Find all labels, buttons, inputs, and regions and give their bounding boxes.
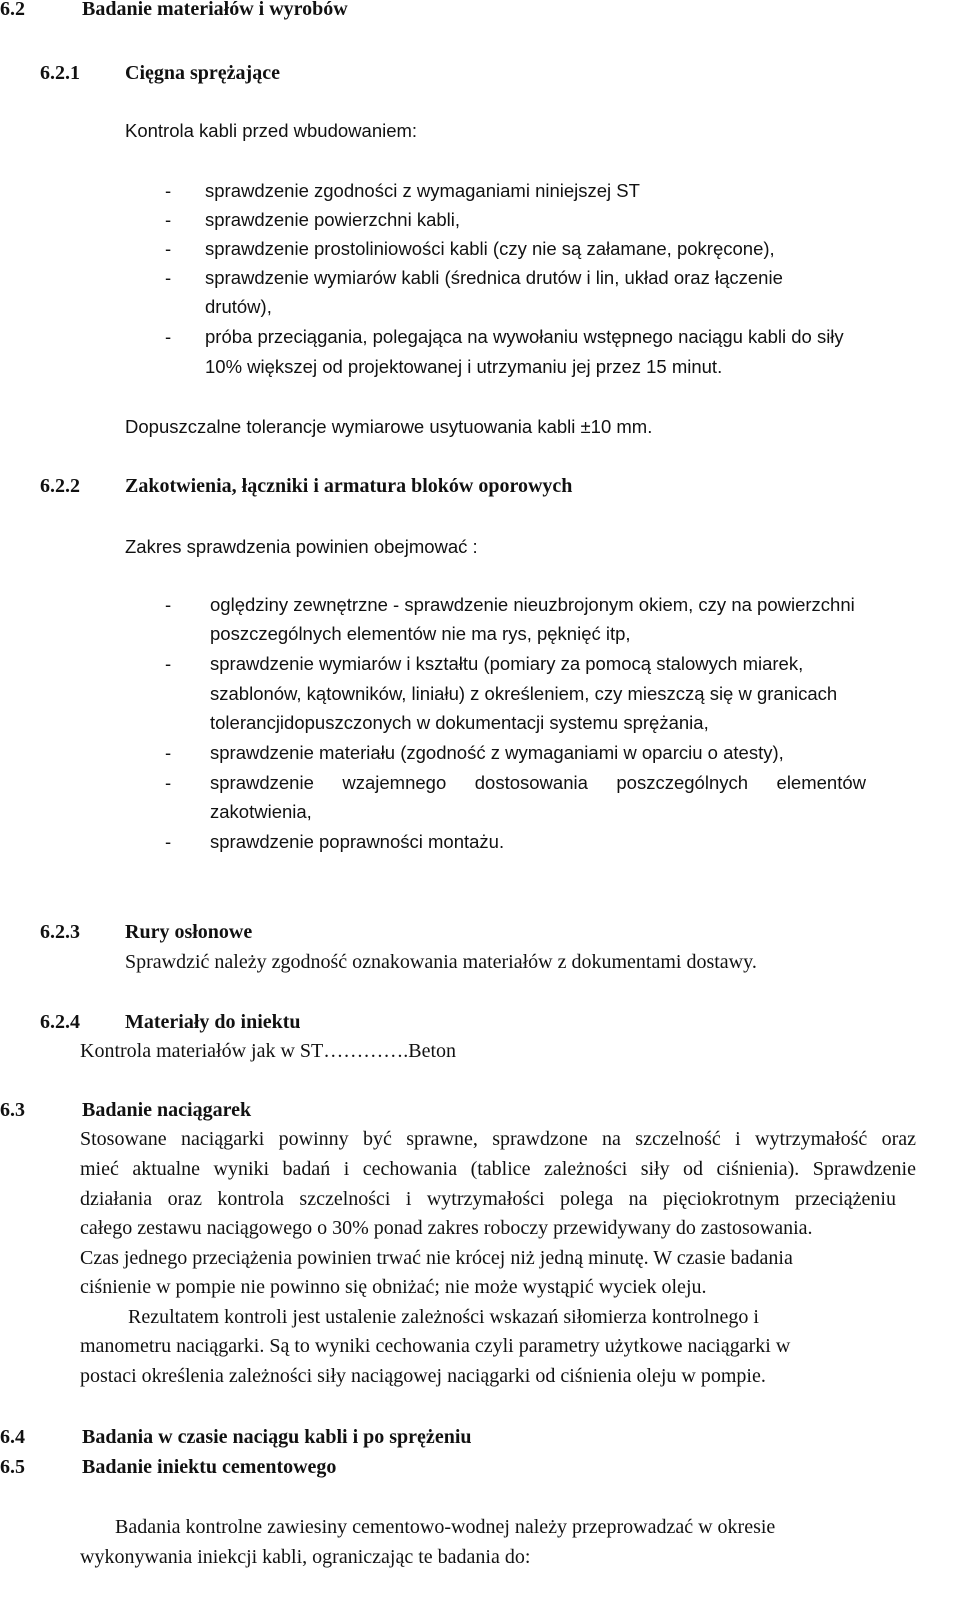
- paragraph-line: manometru naciągarki. Są to wyniki cechowania czyli parametry użytkowe naciągarki w: [80, 1335, 791, 1357]
- paragraph-line: Czas jednego przeciążenia powinien trwać nie krócej niż jedną minutę. W czasie badania: [80, 1247, 793, 1269]
- section-6-2-3-body: Sprawdzić należy zgodność oznakowania materiałów z dokumentami dostawy.: [125, 951, 757, 973]
- bullet: -: [165, 772, 172, 793]
- list-item: sprawdzenie wzajemnego dostosowania poszczególnych elementów: [210, 772, 866, 793]
- bullet: -: [165, 831, 172, 852]
- paragraph-line: mieć aktualne wyniki badań i cechowania (tablice zależności siły od ciśnienia). Sprawdzenie: [80, 1158, 916, 1180]
- list-item: sprawdzenie poprawności montażu.: [210, 831, 505, 852]
- list-item: sprawdzenie wymiarów kabli (średnica drutów i lin, układ oraz łączenie: [205, 267, 783, 288]
- list-item-continuation: poszczególnych elementów nie ma rys, pęknięć itp,: [210, 623, 631, 644]
- section-6-2-1-intro: Kontrola kabli przed wbudowaniem:: [125, 120, 418, 141]
- bullet: -: [165, 238, 172, 259]
- section-6-2-number: 6.2: [0, 0, 25, 20]
- section-6-2-4-title: Materiały do iniektu: [125, 1011, 301, 1033]
- bullet: -: [165, 180, 172, 201]
- list-item: próba przeciągania, polegająca na wywołaniu wstępnego naciągu kabli do siły: [205, 326, 844, 347]
- section-6-2-1-number: 6.2.1: [40, 62, 80, 84]
- list-item: sprawdzenie zgodności z wymaganiami niniejszej ST: [205, 180, 640, 201]
- bullet: -: [165, 742, 172, 763]
- section-6-2-2-intro: Zakres sprawdzenia powinien obejmować :: [125, 536, 478, 557]
- section-6-4-number: 6.4: [0, 1426, 25, 1448]
- list-item-continuation: szablonów, kątowników, liniału) z określeniem, czy mieszczą się w granicach: [210, 683, 838, 704]
- list-item-continuation: drutów),: [205, 296, 272, 317]
- section-6-2-3-title: Rury osłonowe: [125, 921, 253, 943]
- section-6-3-number: 6.3: [0, 1099, 25, 1121]
- paragraph-line: wykonywania iniekcji kabli, ograniczając te badania do:: [80, 1546, 531, 1568]
- list-item: sprawdzenie prostoliniowości kabli (czy nie są załamane, pokręcone),: [205, 238, 775, 259]
- paragraph-line: ciśnienie w pompie nie powinno się obniżać; nie może wystąpić wyciek oleju.: [80, 1276, 707, 1298]
- section-6-2-2-title: Zakotwienia, łączniki i armatura bloków oporowych: [125, 475, 573, 497]
- bullet: -: [165, 326, 172, 347]
- section-6-2-title: Badanie materiałów i wyrobów: [82, 0, 348, 20]
- section-6-5-number: 6.5: [0, 1456, 25, 1478]
- list-item: oględziny zewnętrzne - sprawdzenie nieuzbrojonym okiem, czy na powierzchni: [210, 594, 855, 615]
- section-6-5-title: Badanie iniektu cementowego: [82, 1456, 337, 1478]
- list-item: sprawdzenie materiału (zgodność z wymaganiami w oparciu o atesty),: [210, 742, 784, 763]
- list-item-continuation: 10% większej od projektowanej i utrzymaniu jej przez 15 minut.: [205, 356, 723, 377]
- list-item: sprawdzenie powierzchni kabli,: [205, 209, 461, 230]
- section-6-2-4-body: Kontrola materiałów jak w ST………….Beton: [80, 1040, 457, 1062]
- section-6-3-title: Badanie naciągarek: [82, 1099, 252, 1121]
- bullet: -: [165, 594, 172, 615]
- paragraph-line: Badania kontrolne zawiesiny cementowo-wodnej należy przeprowadzać w okresie: [115, 1516, 776, 1538]
- paragraph-line: całego zestawu naciągowego o 30% ponad zakres roboczy przewidywany do zastosowania.: [80, 1217, 813, 1239]
- paragraph-line: Rezultatem kontroli jest ustalenie zależności wskazań siłomierza kontrolnego i: [128, 1306, 759, 1328]
- section-6-4-title: Badania w czasie naciągu kabli i po sprężeniu: [82, 1426, 472, 1448]
- paragraph-line: Stosowane naciągarki powinny być sprawne, sprawdzone na szczelność i wytrzymałość oraz: [80, 1128, 916, 1150]
- list-item-continuation: zakotwienia,: [210, 801, 312, 822]
- list-item: sprawdzenie wymiarów i kształtu (pomiary za pomocą stalowych miarek,: [210, 653, 804, 674]
- section-6-2-4-number: 6.2.4: [40, 1011, 80, 1033]
- tolerance-note: Dopuszczalne tolerancje wymiarowe usytuowania kabli ±10 mm.: [125, 416, 653, 437]
- list-item-continuation: tolerancjidopuszczonych w dokumentacji systemu sprężania,: [210, 712, 709, 733]
- bullet: -: [165, 267, 172, 288]
- section-6-2-1-title: Cięgna sprężające: [125, 62, 280, 84]
- bullet: -: [165, 209, 172, 230]
- paragraph-line: postaci określenia zależności siły naciągowej naciągarki od ciśnienia oleju w pompie.: [80, 1365, 766, 1387]
- paragraph-line: działania oraz kontrola szczelności i wytrzymałości polega na pięciokrotnym przeciążeniu: [80, 1188, 896, 1210]
- section-6-2-3-number: 6.2.3: [40, 921, 80, 943]
- section-6-2-2-number: 6.2.2: [40, 475, 80, 497]
- bullet: -: [165, 653, 172, 674]
